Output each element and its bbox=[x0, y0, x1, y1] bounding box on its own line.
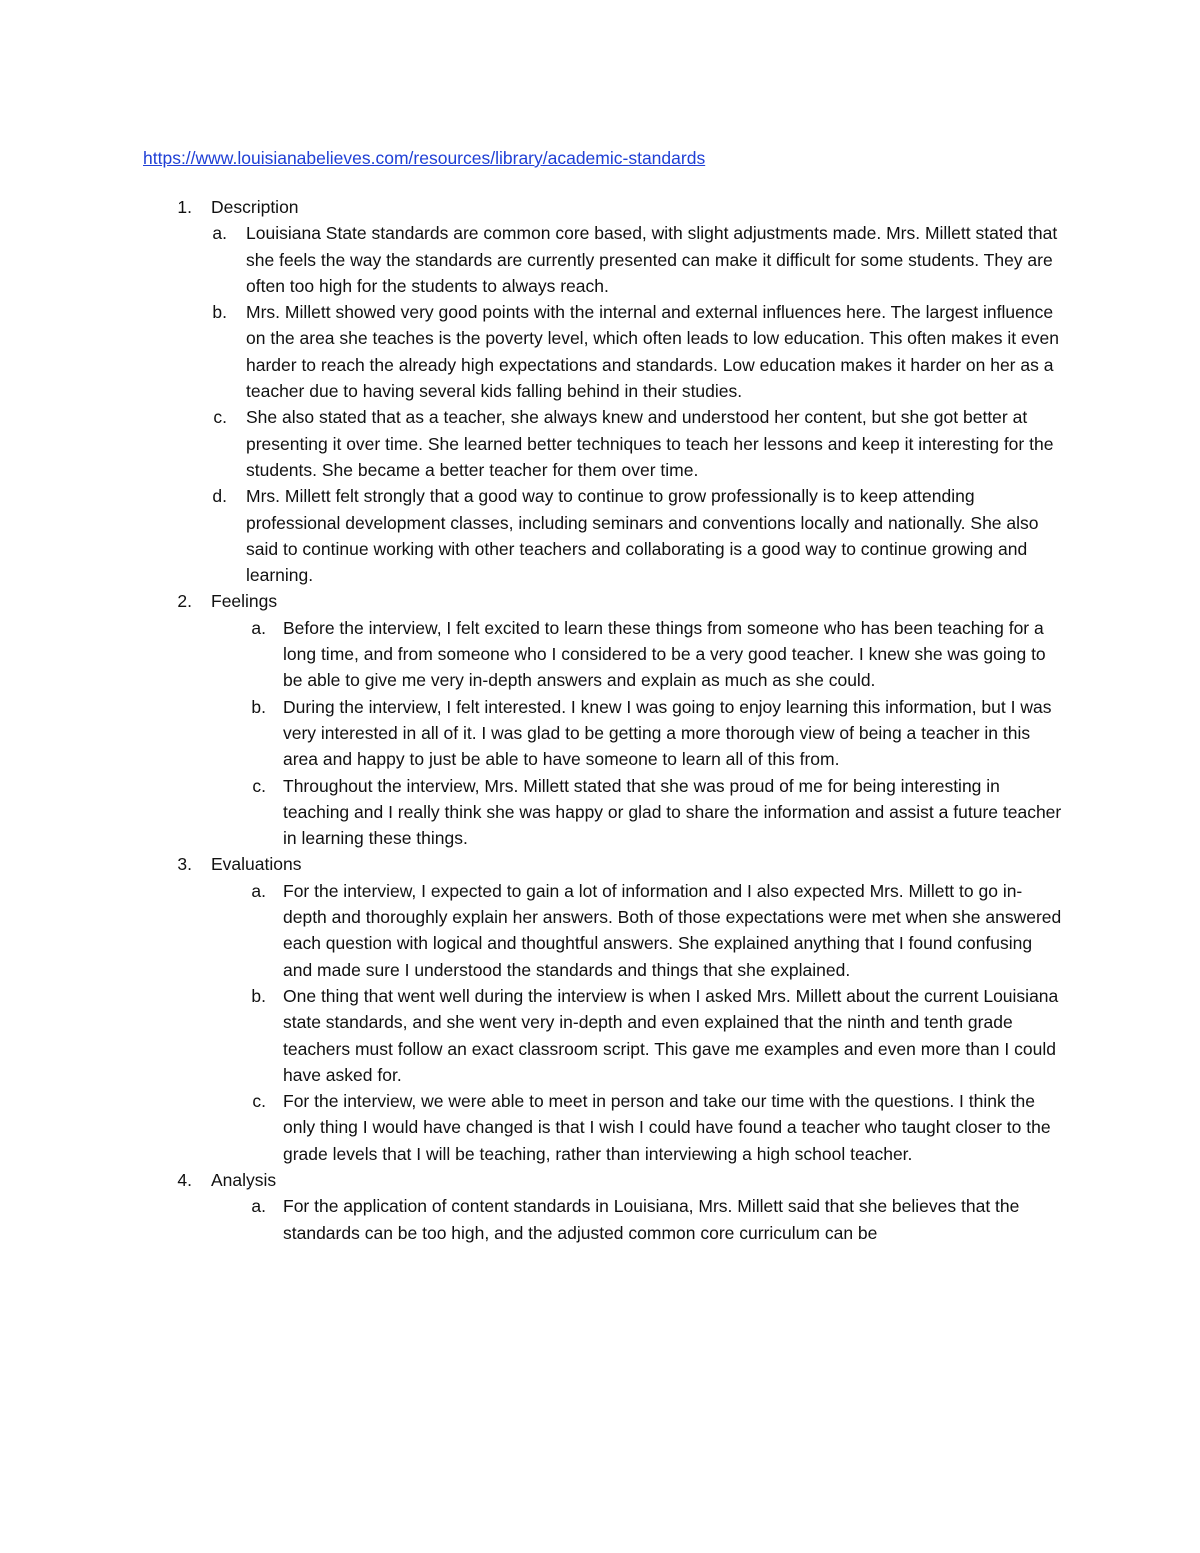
list-item bbox=[0, 299, 1200, 404]
item-text: She also stated that as a teacher, she always knew and understood her content, but she got better at presenting it over time. She learned better techniques to teach her lessons and keep it interesting for the students. She became a better teacher for them over time. bbox=[246, 407, 1054, 480]
item-letter: d. bbox=[212, 486, 227, 507]
item-letter: b. bbox=[251, 985, 266, 1006]
item-text: One thing that went well during the interview is when I asked Mrs. Millett about the current Louisiana state standards, and she went very in-depth and even explained that the ninth and tenth grade teachers must follow an exact classroom script. This gave me examples and even more than I could have asked for. bbox=[283, 985, 1059, 1085]
item-text: For the interview, we were able to meet in person and take our time with the questions. I think the only thing I would have changed is that I wish I could have found a teacher who taught closer to the grade levels that I will be teaching, rather than interviewing a high school teacher. bbox=[283, 1091, 1051, 1164]
item-letter: c. bbox=[252, 1091, 266, 1112]
section-analysis bbox=[0, 1167, 1200, 1246]
item-text: For the interview, I expected to gain a lot of information and I also expected Mrs. Millett to go in-depth and thoroughly explain her answers. Both of those expectations were met when she answered each question with logical and thoughtful answers. She explained anything that I found confusing and made sure I understood the standards and things that she explained. bbox=[283, 880, 1062, 980]
section-title: Description bbox=[211, 197, 299, 217]
list-item bbox=[0, 694, 1200, 773]
section-heading bbox=[0, 194, 1200, 220]
list-item bbox=[0, 983, 1200, 1088]
item-text: For the application of content standards in Louisiana, Mrs. Millett said that she believes that the standards can be too high, and the adjusted common core curriculum can be bbox=[283, 1196, 1020, 1243]
item-letter: a. bbox=[212, 223, 227, 244]
item-letter: b. bbox=[251, 696, 266, 717]
list-item bbox=[0, 404, 1200, 483]
section-heading bbox=[0, 1167, 1200, 1193]
item-text: Mrs. Millett felt strongly that a good way to continue to grow professionally is to keep attending professional development classes, including seminars and conventions locally and nationally. She also said to continue working with other teachers and collaborating is a good way to continue growing and learning. bbox=[246, 486, 1039, 586]
item-letter: c. bbox=[213, 407, 227, 428]
section-title: Analysis bbox=[211, 1169, 277, 1190]
outline bbox=[0, 194, 1200, 1246]
item-letter: b. bbox=[212, 302, 227, 323]
section-title: Feelings bbox=[211, 591, 278, 612]
section-feelings bbox=[0, 588, 1200, 851]
item-text: Throughout the interview, Mrs. Millett stated that she was proud of me for being interesting in teaching and I really think she was happy or glad to share the information and assist a future teacher in learning these things. bbox=[283, 775, 1062, 849]
item-letter: a. bbox=[251, 1196, 266, 1217]
section-title: Evaluations bbox=[211, 854, 302, 875]
list-item bbox=[0, 483, 1200, 588]
item-text: Louisiana State standards are common core based, with slight adjustments made. Mrs. Millett stated that she feels the way the standards are currently presented can make it difficult for some students. They are often too high for the students to always reach. bbox=[246, 223, 1058, 296]
section-evaluations bbox=[0, 851, 1200, 1167]
list-item bbox=[0, 1088, 1200, 1167]
section-heading bbox=[0, 588, 1200, 614]
list-item bbox=[0, 615, 1200, 694]
item-text: During the interview, I felt interested. I knew I was going to enjoy learning this information, but I was very interested in all of it. I was glad to be getting a more thorough view of being a teacher in this area and happy to just be able to have someone to learn all of this from. bbox=[283, 696, 1052, 770]
section-number: 2. bbox=[177, 591, 192, 612]
list-item bbox=[0, 773, 1200, 852]
list-item bbox=[0, 878, 1200, 983]
item-text: Mrs. Millett showed very good points with the internal and external influences here. The largest influence on the area she teaches is the poverty level, which often leads to low education. This often makes it even harder to reach the already high expectations and standards. Low education makes it harder on her as a teacher due to having several kids falling behind in their studies. bbox=[246, 302, 1059, 402]
list-item bbox=[0, 1193, 1200, 1246]
item-letter: c. bbox=[252, 775, 266, 796]
section-heading bbox=[0, 851, 1200, 877]
section-description bbox=[0, 194, 1200, 588]
item-letter: a. bbox=[251, 617, 266, 638]
section-number: 1. bbox=[177, 197, 192, 217]
list-item bbox=[0, 220, 1200, 299]
standards-url-link[interactable]: https://www.louisianabelieves.com/resources/library/academic-standards bbox=[143, 148, 706, 168]
section-number: 3. bbox=[177, 854, 192, 875]
item-letter: a. bbox=[251, 880, 266, 901]
section-number: 4. bbox=[177, 1169, 192, 1190]
item-text: Before the interview, I felt excited to learn these things from someone who has been teaching for a long time, and from someone who I considered to be a very good teacher. I knew she was going to be able to give me very in-depth answers and explain as much as she could. bbox=[283, 617, 1046, 691]
